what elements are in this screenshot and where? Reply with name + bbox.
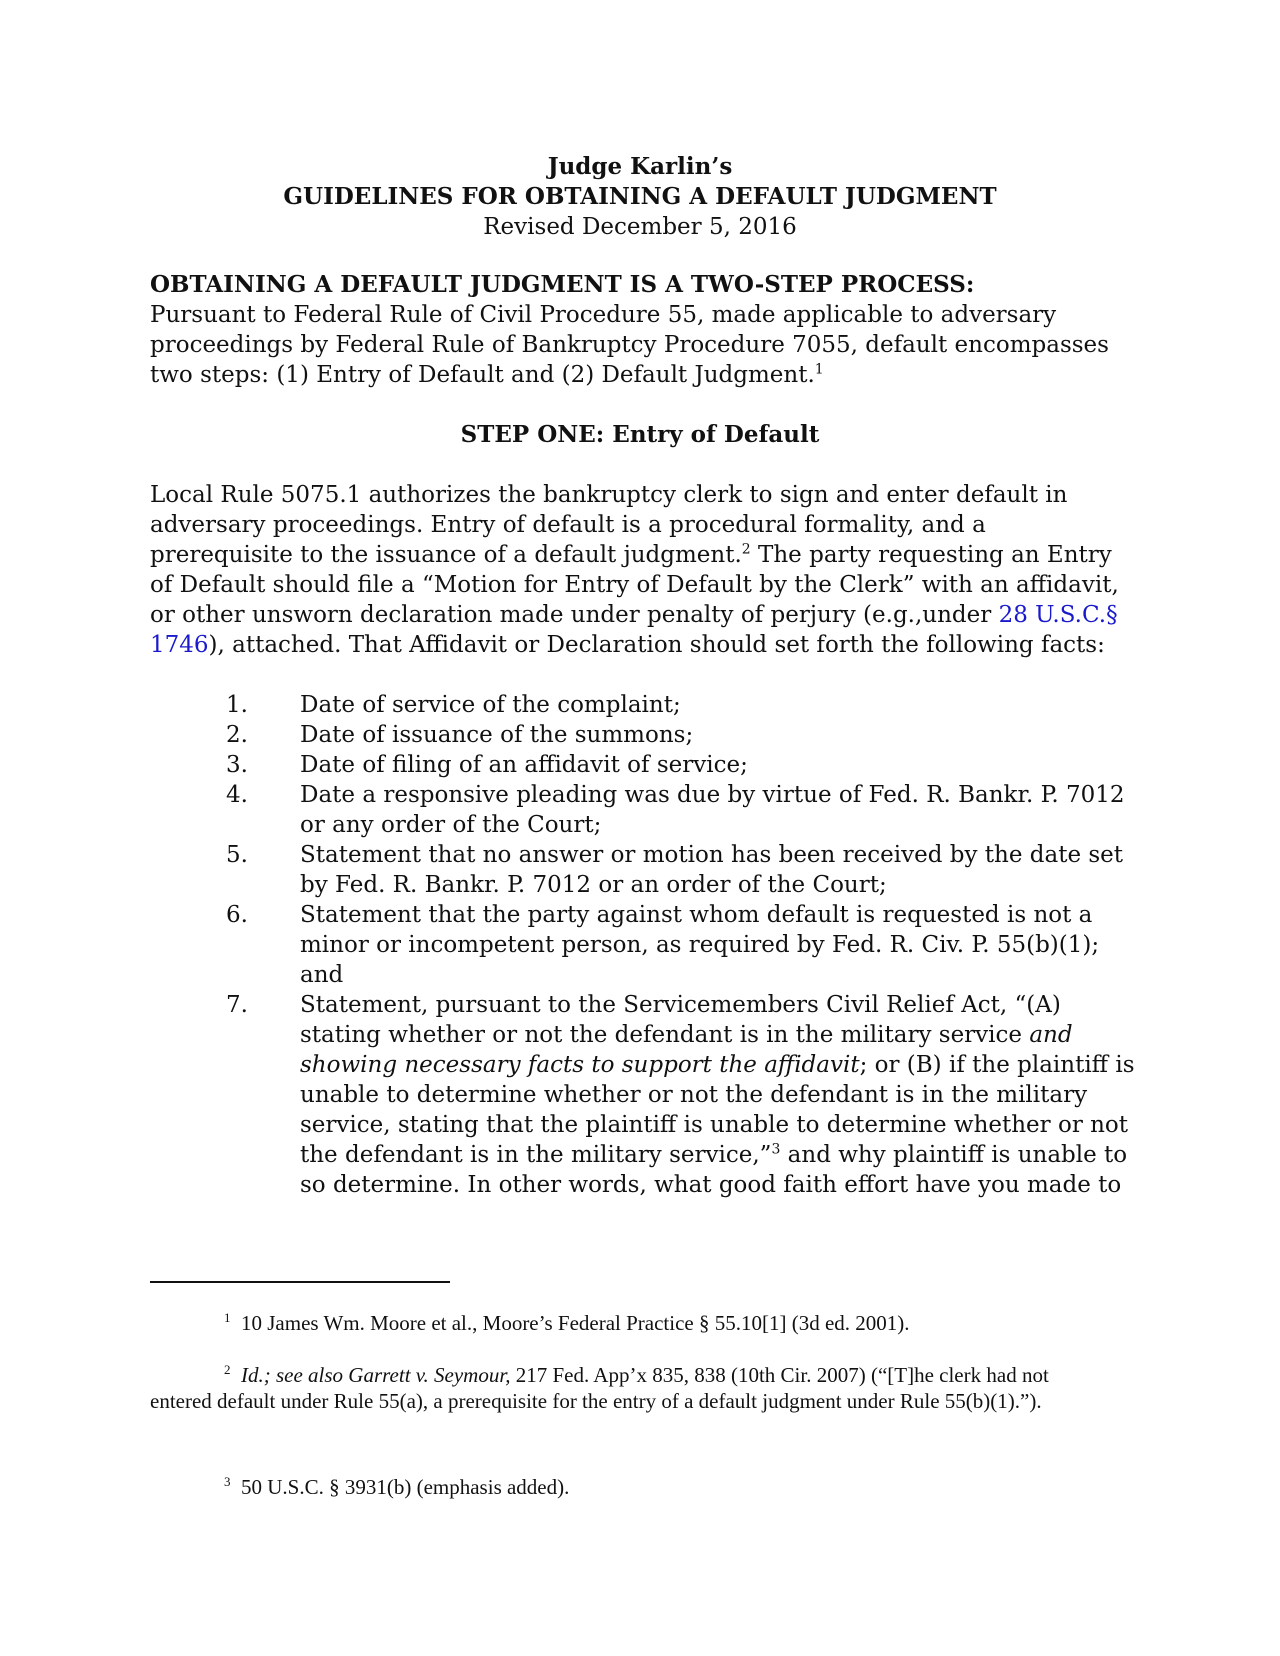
- intro-paragraph: [150, 300, 1130, 390]
- list-item: [150, 750, 1135, 780]
- footnote-text: 10 James Wm. Moore et al., Moore’s Federal Practice § 55.10[1] (3d ed. 2001).: [241, 1311, 910, 1335]
- list-item: [150, 780, 1135, 840]
- fact7-italic: and showing necessary facts to support the affidavit: [300, 1022, 1073, 1078]
- list-number: 7.: [226, 992, 248, 1018]
- list-text: Statement that the party against whom default is requested is not a minor or incompetent person, as required by Fed. R. Civ. P. 55(b)(1); and: [300, 902, 1100, 988]
- list-text: Date a responsive pleading was due by virtue of Fed. R. Bankr. P. 7012 or any order of the Court;: [300, 782, 1125, 838]
- list-text: Date of filing of an affidavit of service;: [300, 752, 748, 778]
- list-text: Date of service of the complaint;: [300, 692, 681, 718]
- request-text-end: ), attached. That Affidavit or Declaration should set forth the following facts:: [208, 632, 1105, 658]
- list-number: 6.: [226, 902, 248, 928]
- footnote-ref-1[interactable]: 1: [814, 361, 824, 378]
- list-number: 1.: [226, 692, 248, 718]
- list-number: 4.: [226, 782, 248, 808]
- fact7-text-b: ; or (B) if the plaintiff is unable to determine whether or not the defendant is in the military service, stating that the plaintiff is unable to determine whether or not the defendant is in the military service,”: [300, 1052, 1135, 1168]
- intro-text: Pursuant to Federal Rule of Civil Procedure 55, made applicable to adversary proceedings by Federal Rule of Bankruptcy Procedure 7055, default encompasses two steps: (1) Entry of Default and (2) Default Judgment.: [150, 302, 1109, 388]
- process-heading: OBTAINING A DEFAULT JUDGMENT IS A TWO-STEP PROCESS:: [150, 271, 975, 298]
- list-item: [150, 990, 1135, 1200]
- footnote-mark: 2: [224, 1362, 231, 1377]
- list-number: 2.: [226, 722, 248, 748]
- footnote-ref-2[interactable]: 2: [741, 541, 751, 558]
- footnote-text: 50 U.S.C. § 3931(b) (emphasis added).: [241, 1475, 570, 1499]
- fact7-text-a: Statement, pursuant to the Servicemembers Civil Relief Act, “(A) stating whether or not the defendant is in the military service: [300, 992, 1061, 1048]
- list-text: Date of issuance of the summons;: [300, 722, 694, 748]
- footnote-mark: 3: [224, 1474, 231, 1489]
- footnote-mark: 1: [224, 1310, 231, 1325]
- step-one-heading: STEP ONE: Entry of Default: [460, 421, 820, 448]
- list-item: [150, 840, 1135, 900]
- judge-name: Judge Karlin’s: [547, 153, 733, 180]
- list-item: [150, 900, 1135, 990]
- document-header: [0, 152, 1280, 242]
- statute-link[interactable]: 28 U.S.C.§ 1746: [150, 602, 1118, 658]
- footnote-3: [150, 1474, 1110, 1500]
- revision-date: Revised December 5, 2016: [483, 214, 797, 240]
- facts-list: [150, 690, 1135, 1200]
- list-text: [300, 990, 1135, 1200]
- footnote-2: [150, 1362, 1110, 1414]
- footnote-1: [150, 1310, 1110, 1336]
- list-item: [150, 720, 1135, 750]
- footnote-text: 217 Fed. App’x 835, 838 (10th Cir. 2007) (“[T]he clerk had not entered default under Rule 55(a), a prerequisite for the entry of a default judgment under Rule 55(b)(1).”).: [150, 1363, 1049, 1413]
- list-text: Statement that no answer or motion has been received by the date set by Fed. R. Bankr. P. 7012 or an order of the Court;: [300, 842, 1124, 898]
- list-number: 5.: [226, 842, 248, 868]
- fact7-text-c: and why plaintiff is unable to so determine. In other words, what good faith effort have you made to: [300, 1142, 1128, 1198]
- footnote-ref-3[interactable]: 3: [771, 1141, 781, 1158]
- footnote-italic: Id.; see also Garrett v. Seymour,: [241, 1363, 511, 1387]
- local-rule-text: Local Rule 5075.1 authorizes the bankruptcy clerk to sign and enter default in adversary proceedings. Entry of default is a procedural formality, and a prerequisite to the issuance of a default judgment.: [150, 482, 1068, 568]
- local-rule-paragraph: [150, 480, 1130, 660]
- request-text: The party requesting an Entry of Default should file a “Motion for Entry of Default by the Clerk” with an affidavit, or other unsworn declaration made under penalty of perjury (e.g.,under: [150, 542, 1119, 628]
- list-number: 3.: [226, 752, 248, 778]
- footnote-separator: [150, 1281, 450, 1283]
- list-item: [150, 690, 1135, 720]
- document-title: GUIDELINES FOR OBTAINING A DEFAULT JUDGMENT: [283, 183, 997, 210]
